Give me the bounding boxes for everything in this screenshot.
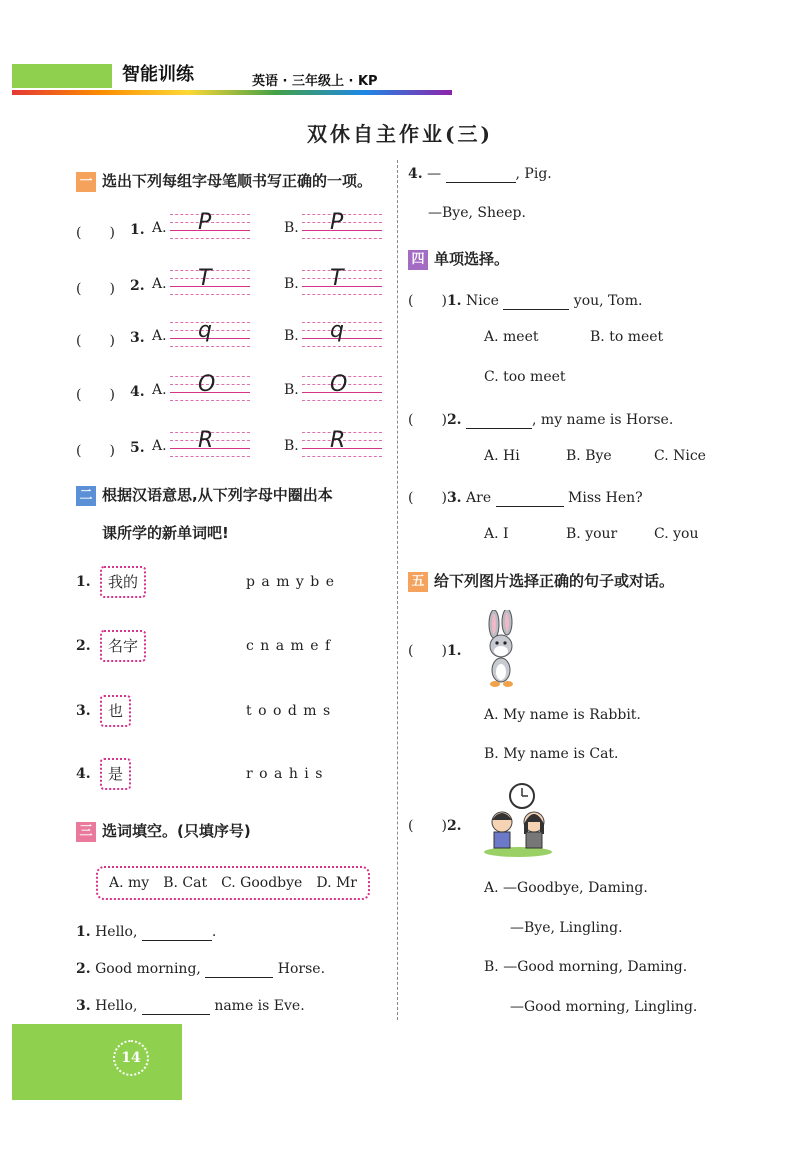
s3-item-1	[76, 924, 216, 941]
s4-item-3-before: Are	[466, 490, 492, 506]
s5-item-2-option-b-line1[interactable]: B. —Good morning, Daming.	[484, 959, 688, 975]
s1-item-option-a-letter: T	[198, 266, 212, 291]
s1-item-option-b-label[interactable]: B.	[284, 382, 299, 398]
s4-item-3-after: Miss Hen?	[568, 490, 643, 506]
s1-item-option-b-letter: q	[330, 318, 344, 343]
s1-item-option-a-writing-lines	[170, 268, 250, 294]
s1-item-option-a-writing-lines	[170, 212, 250, 238]
s4-item-2-option-c[interactable]: C. Nice	[654, 448, 706, 464]
rabbit-picture	[480, 610, 524, 688]
s1-item-paren[interactable]: ( )	[76, 333, 115, 349]
s3-item-2-after: Horse.	[277, 961, 326, 977]
s1-item-option-b-label[interactable]: B.	[284, 328, 299, 344]
s5-item-2-option-b-line2: —Good morning, Lingling.	[510, 999, 698, 1015]
s3-item-1-blank[interactable]	[142, 924, 212, 941]
s1-item-option-b-letter: T	[330, 266, 344, 291]
s4-item-3	[408, 487, 643, 507]
s3-item-1-num: 1.	[76, 924, 91, 940]
s5-item-2-option-a-line1[interactable]: A. —Goodbye, Daming.	[484, 880, 648, 896]
s2-item-3-num: 3.	[76, 703, 91, 719]
s3-item-4-num: 4.	[408, 166, 423, 182]
s3-item-4-after: , Pig.	[515, 166, 552, 182]
s1-item-option-a-letter: P	[198, 210, 212, 235]
s1-item-option-b-writing-lines	[302, 430, 382, 456]
section-5-heading	[408, 570, 674, 592]
s1-item-option-b-writing-lines	[302, 320, 382, 346]
s1-item-paren[interactable]: ( )	[76, 443, 115, 459]
s4-item-1-option-c[interactable]: C. too meet	[484, 369, 566, 385]
s4-item-2-blank	[466, 412, 532, 429]
s4-item-2-option-b[interactable]: B. Bye	[566, 448, 612, 464]
s3-item-4	[408, 166, 552, 183]
s1-item-paren[interactable]: ( )	[76, 387, 115, 403]
s2-item-1-num: 1.	[76, 574, 91, 590]
section-2-title-line2: 课所学的新单词吧!	[102, 524, 229, 542]
s3-item-3	[76, 998, 305, 1015]
s2-item-2-num: 2.	[76, 638, 91, 654]
s5-item-2-option-a-line2: —Bye, Lingling.	[510, 920, 623, 936]
children-clock-picture	[482, 782, 554, 858]
s4-item-3-option-b[interactable]: B. your	[566, 526, 618, 542]
s1-item-num: 2.	[130, 278, 145, 294]
s1-item-option-a-writing-lines	[170, 374, 250, 400]
s4-item-2-num: 2.	[446, 412, 462, 428]
s2-item-1-chinese: 我的	[100, 566, 146, 598]
s1-item-option-a-letter: O	[198, 372, 216, 397]
s3-item-3-before: Hello,	[95, 998, 138, 1014]
s1-item-option-a-writing-lines	[170, 430, 250, 456]
s1-item-option-b-label[interactable]: B.	[284, 220, 299, 236]
s1-item-num: 3.	[130, 330, 145, 346]
header-green-bar	[12, 64, 112, 88]
section-2-number: 二	[76, 486, 96, 506]
s1-item-option-a-writing-lines	[170, 320, 250, 346]
s2-item-4-num: 4.	[76, 766, 91, 782]
s4-item-2-after: , my name is Horse.	[532, 412, 674, 428]
s4-item-2-option-a[interactable]: A. Hi	[484, 448, 520, 464]
s1-item-option-b-letter: R	[330, 428, 346, 453]
s3-item-4-before: —	[427, 166, 442, 182]
word-bank: A. my B. Cat C. Goodbye D. Mr	[96, 866, 370, 900]
s4-item-1-blank	[503, 293, 569, 310]
header-rainbow-line	[12, 90, 452, 95]
s4-item-2-paren[interactable]: ( )	[408, 412, 447, 428]
section-5-number: 五	[408, 572, 428, 592]
section-4-heading	[408, 248, 509, 270]
s1-item-option-a-label[interactable]: A.	[152, 438, 167, 454]
s4-item-3-num: 3.	[446, 490, 462, 506]
s2-item-3-chinese: 也	[100, 695, 131, 727]
s1-item-option-b-label[interactable]: B.	[284, 438, 299, 454]
s1-item-option-a-letter: q	[198, 318, 212, 343]
s3-item-2	[76, 961, 325, 978]
s3-item-2-num: 2.	[76, 961, 91, 977]
section-2-title-line1: 根据汉语意思,从下列字母中圈出本	[102, 486, 333, 504]
section-3-number: 三	[76, 822, 96, 842]
s1-item-option-b-writing-lines	[302, 212, 382, 238]
s1-item-option-a-label[interactable]: A.	[152, 276, 167, 292]
s3-item-3-num: 3.	[76, 998, 91, 1014]
s1-item-option-b-letter: O	[330, 372, 348, 397]
s5-item-1-option-b[interactable]: B. My name is Cat.	[484, 746, 619, 762]
s2-item-4-letters[interactable]: r o a h i s	[246, 766, 324, 782]
s4-item-3-option-c[interactable]: C. you	[654, 526, 699, 542]
s4-item-1-option-a[interactable]: A. meet	[484, 329, 539, 345]
s3-item-3-blank[interactable]	[142, 998, 210, 1015]
section-2-heading	[76, 484, 333, 506]
s3-item-1-before: Hello,	[95, 924, 138, 940]
s1-item-option-b-letter: P	[330, 210, 344, 235]
section-1-number: 一	[76, 172, 96, 192]
section-3-heading	[76, 820, 251, 842]
s4-item-1-option-b[interactable]: B. to meet	[590, 329, 664, 345]
s4-item-3-blank	[496, 490, 564, 507]
s1-item-option-a-label[interactable]: A.	[152, 328, 167, 344]
s4-item-1-paren[interactable]: ( )	[408, 293, 447, 309]
s1-item-option-a-label[interactable]: A.	[152, 382, 167, 398]
section-5-title: 给下列图片选择正确的句子或对话。	[434, 572, 675, 590]
s5-item-2-num: 2.	[446, 818, 462, 834]
s3-item-1-after: .	[211, 924, 217, 940]
s1-item-paren[interactable]: ( )	[76, 225, 115, 241]
s3-item-4-reply: —Bye, Sheep.	[428, 205, 526, 221]
s1-item-option-b-writing-lines	[302, 374, 382, 400]
s1-item-option-a-label[interactable]: A.	[152, 220, 167, 236]
s2-item-3-letters[interactable]: t o o d m s	[246, 703, 332, 719]
s1-item-option-b-label[interactable]: B.	[284, 276, 299, 292]
s4-item-1-after: you, Tom.	[573, 293, 643, 309]
s5-item-1-num: 1.	[446, 643, 462, 659]
s3-item-3-after: name is Eve.	[214, 998, 305, 1014]
s2-item-2-letters[interactable]: c n a m e f	[246, 638, 332, 654]
header-brand: 智能训练	[122, 64, 194, 85]
s1-item-option-b-writing-lines	[302, 268, 382, 294]
section-3-title: 选词填空。(只填序号)	[102, 822, 251, 840]
s1-item-option-a-letter: R	[198, 428, 214, 453]
s4-item-1-before: Nice	[466, 293, 499, 309]
section-4-title: 单项选择。	[434, 250, 510, 268]
s1-item-num: 4.	[130, 384, 145, 400]
s3-item-2-before: Good morning,	[95, 961, 201, 977]
s2-item-1-letters[interactable]: p a m y b e	[246, 574, 335, 590]
section-1-title: 选出下列每组字母笔顺书写正确的一项。	[102, 172, 373, 190]
s3-item-2-blank[interactable]	[205, 961, 273, 978]
s1-item-num: 5.	[130, 440, 145, 456]
s1-item-num: 1.	[130, 222, 145, 238]
page-title: 双休自主作业(三)	[307, 122, 493, 146]
s4-item-3-paren[interactable]: ( )	[408, 490, 447, 506]
column-divider	[397, 160, 398, 1020]
footer-green-block	[12, 1024, 182, 1100]
s5-item-1-paren[interactable]: ( )	[408, 643, 447, 659]
s3-item-4-blank[interactable]	[446, 166, 516, 183]
s4-item-1-num: 1.	[446, 293, 462, 309]
s5-item-1-option-a[interactable]: A. My name is Rabbit.	[484, 707, 641, 723]
s4-item-2	[408, 409, 673, 429]
s5-item-2	[408, 815, 462, 835]
s4-item-1	[408, 290, 642, 310]
s5-item-1	[408, 640, 462, 660]
section-1-heading	[76, 170, 372, 192]
s5-item-2-paren[interactable]: ( )	[408, 818, 447, 834]
page-number: 14	[113, 1040, 149, 1076]
header-subtitle: 英语 · 三年级上 · KP	[252, 74, 378, 89]
s4-item-3-option-a[interactable]: A. I	[484, 526, 509, 542]
s1-item-paren[interactable]: ( )	[76, 281, 115, 297]
s2-item-2-chinese: 名字	[100, 630, 146, 662]
section-4-number: 四	[408, 250, 428, 270]
s2-item-4-chinese: 是	[100, 758, 131, 790]
